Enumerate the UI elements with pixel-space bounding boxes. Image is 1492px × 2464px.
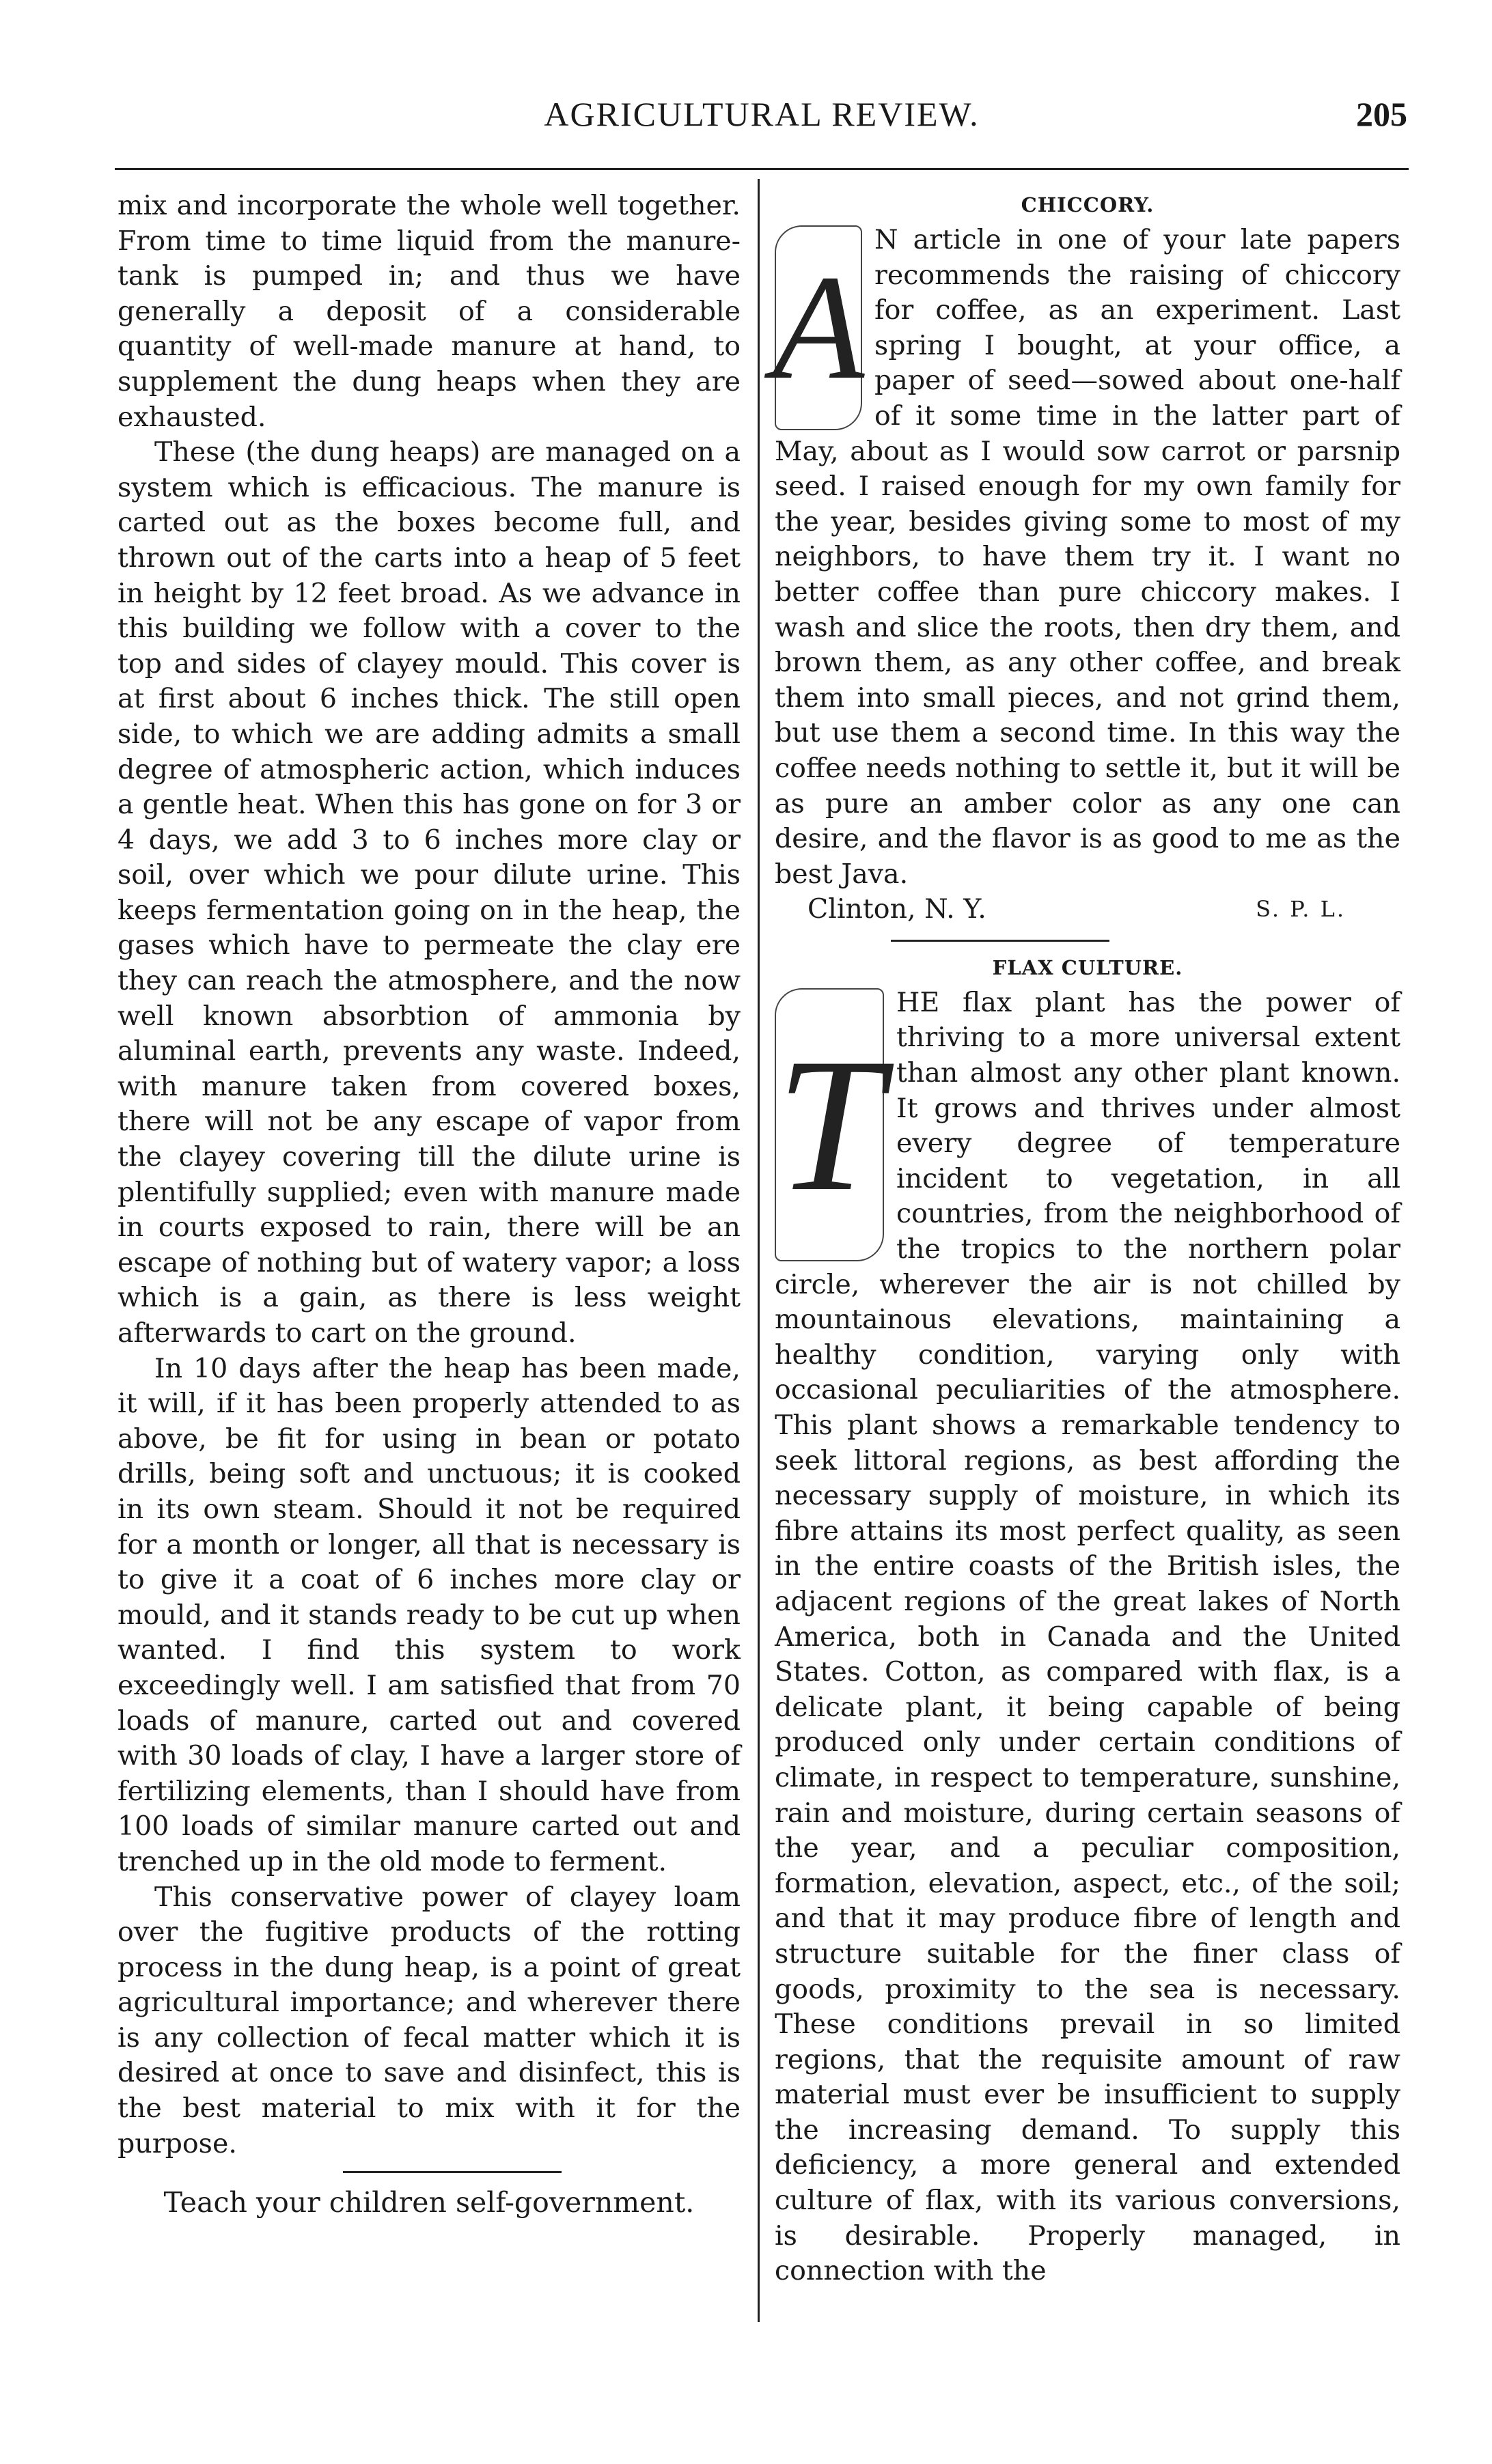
page-number: 205: [1356, 95, 1407, 133]
paragraph: This conservative power of clayey loam over the fugitive products of the rotting process in the dung heap, is a point of great agricultural importance; and wherever there is any collection of fecal matter which it is desired at once to save and disinfect, this is the best material to mix with it for the purpose.: [118, 1881, 741, 2159]
signature-line: [775, 892, 1400, 927]
article-body-flax: [775, 985, 1400, 2289]
paragraph: mix and incorporate the whole well together. From time to time liquid from the manure-tank is pumped in; and thus we have generally a deposit of a considerable quantity of well-made manure at hand, to supplement the dung heaps when they are exhausted.: [118, 190, 741, 433]
right-column: [772, 188, 1400, 2289]
ornamental-drop-cap-t: T: [775, 988, 884, 1261]
motto-line: Teach your children self-government.: [163, 2186, 695, 2220]
section-rule: [891, 940, 1109, 942]
paragraph: These (the dung heaps) are managed on a system which is efficacious. The manure is carted out as the boxes become full, and thrown out of the carts into a heap of 5 feet in height by 12 feet broad. As we advance in this building we follow with a cover to the top and sides of clayey mould. This cover is at first about 6 inches thick. The still open side, to which we are adding admits a small degree of atmospheric action, which induces a gentle heat. When this has gone on for 3 or 4 days, we add 3 to 6 inches more clay or soil, over which we pour dilute urine. This keeps fermentation going on in the heap, the gases which have to permeate the clay ere they can reach the atmosphere, and the now well known absorbtion of ammonia by aluminal earth, prevents any waste. Indeed, with manure taken from covered boxes, there will not be any escape of vapor from the clayey covering till the dilute urine is plentifully supplied; even with manure made in courts exposed to rain, there will be an escape of nothing but of watery vapor; a loss which is a gain, as there is less weight afterwards to cart on the ground.: [118, 436, 741, 1349]
column-divider: [758, 179, 760, 2322]
signature-initials: S. P. L.: [1256, 896, 1346, 923]
article-flax: [775, 954, 1400, 2289]
ornamental-drop-cap-a: A: [775, 225, 862, 430]
article-title-chiccory: CHICCORY.: [1021, 193, 1155, 216]
chiccory-text: N article in one of your late papers recommends the raising of chiccory for coffee, as an experiment. Last spring I bought, at your office, a paper of seed—sowed about one-half of it some time in the latter part of May, about as I would sow carrot or parsnip seed. I raised enough for my own family for the year, besides giving some to most of my neighbors, to have them try it. I want no better coffee than pure chiccory makes. I wash and slice the roots, then dry them, and brown them, as any other coffee, and break them into small pieces, and not grind them, but use them a second time. In this way the coffee needs nothing to settle it, but it will be as pure an amber color as any one can desire, and the flavor is as good to me as the best Java.: [775, 224, 1400, 890]
header-rule: [115, 168, 1409, 170]
paragraph: In 10 days after the heap has been made, it will, if it has been properly attended to as above, be fit for using in bean or potato drills, being soft and unctuous; it is cooked in its own steam. Should it not be required for a month or longer, all that is necessary is to give it a coat of 6 inches more clay or mould, and it stands ready to be cut up when wanted. I find this system to work exceedingly well. I am satisfied that from 70 loads of manure, carted out and covered with 30 loads of clay, I have a larger store of fertilizing elements, than I should have from 100 loads of similar manure carted out and trenched up in the old mode to ferment.: [118, 1352, 741, 1877]
flax-text: HE flax plant has the power of thriving to a more universal extent than almost any other plant known. It grows and thrives under almost every degree of temperature incident to vegetation, in all countries, from the neighborhood of the tropics to the northern polar circle, wherever the air is not chilled by mountainous elevations, maintaining a healthy condition, varying only with occasional peculiarities of the atmosphere. This plant shows a remarkable tendency to seek littoral regions, as best affording the necessary supply of moisture, in which its fibre attains its most perfect quality, as seen in the entire coasts of the British isles, the adjacent regions of the great lakes of North America, both in Canada and the United States. Cotton, as compared with flax, is a delicate plant, it being capable of being produced only under certain conditions of climate, in respect to temperature, sunshine, rain and moisture, during certain seasons of the year, and a peculiar composition, formation, elevation, aspect, etc., of the soil; and that it may produce fibre of length and structure suitable for the finer class of goods, proximity to the sea is necessary. These conditions prevail in so limited regions, that the requisite amount of raw material must ever be insufficient to supply the increasing demand. To supply this deficiency, a more general and extended culture of flax, with its various conversions, is desirable. Properly managed, in connection with the: [775, 986, 1400, 2287]
signature-place: Clinton, N. Y.: [807, 893, 986, 925]
article-chiccory: [772, 191, 1400, 927]
running-head: [116, 94, 1407, 135]
section-rule: [343, 2171, 562, 2173]
left-column: [118, 188, 741, 2221]
article-body-chiccory: [772, 223, 1400, 892]
journal-title: AGRICULTURAL REVIEW.: [544, 95, 980, 133]
article-title-flax: FLAX CULTURE.: [992, 955, 1183, 979]
